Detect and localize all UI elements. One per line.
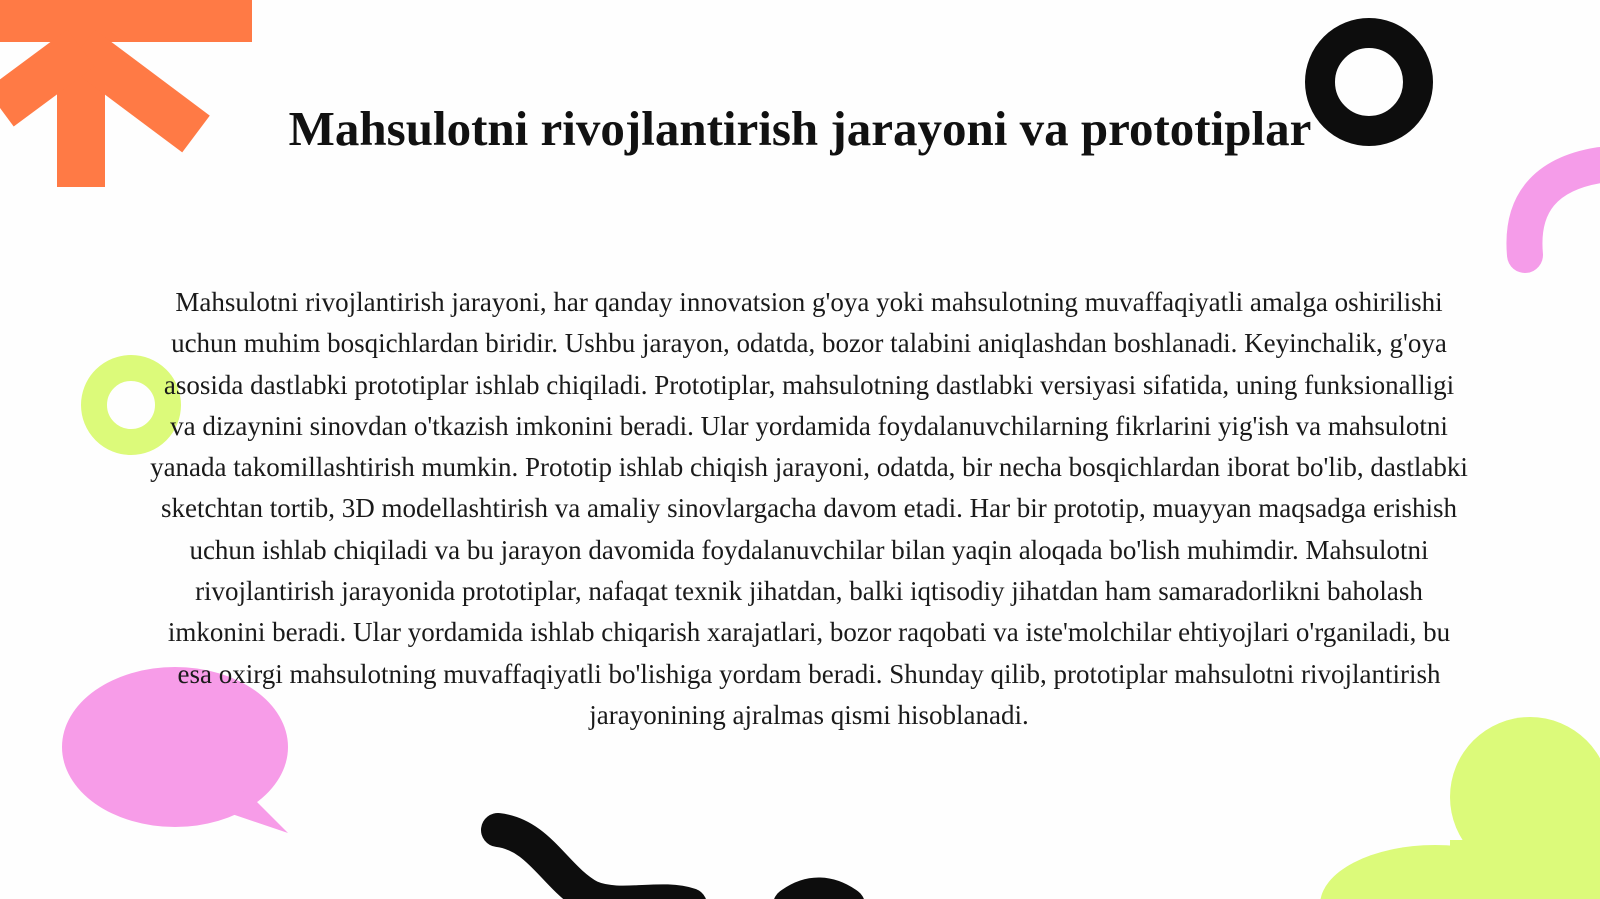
- slide-title: Mahsulotni rivojlantirish jarayoni va prototiplar: [288, 101, 1312, 156]
- pink-arc-shape: [1524, 165, 1600, 255]
- orange-starburst-shape: [0, 0, 252, 187]
- slide-body-paragraph: Mahsulotni rivojlantirish jarayoni, har qanday innovatsion g'oya yoki mahsulotning muvaffaqiyatli amalga oshirilishi uchun muhim bosqichlardan biridir. Ushbu jarayon, odatda, bozor talabini aniqlashdan boshlanadi. Keyinchalik, g'oya asosida dastlabki prototiplar ishlab chiqiladi. Prototiplar, mahsulotning dastlabki versiyasi sifatida, uning funksionalligi va dizaynini sinovdan o'tkazish imkonini beradi. Ular yordamida foydalanuvchilarning fikrlarini yig'ish va mahsulotni yanada takomillashtirish mumkin. Prototip ishlab chiqish jarayoni, odatda, bir necha bosqichlardan iborat bo'lib, dastlabki sketchtan tortib, 3D modellashtirish va amaliy sinovlargacha davom etadi. Har bir prototip, muayyan maqsadga erishish uchun ishlab chiqiladi va bu jarayon davomida foydalanuvchilar bilan yaqin aloqada bo'lish muhimdir. Mahsulotni rivojlantirish jarayonida prototiplar, nafaqat texnik jihatdan, balki iqtisodiy jihatdan ham samaradorlikni baholash imkonini beradi. Ular yordamida ishlab chiqarish xarajatlari, bozor raqobati va iste'molchilar ehtiyojlari o'rganiladi, bu esa oxirgi mahsulotning muvaffaqiyatli bo'lishiga yordam beradi. Shunday qilib, prototiplar mahsulotni rivojlantirish jarayonining ajralmas qismi hisoblanadi.: [150, 287, 1468, 730]
- lime-flower-shape: [1320, 717, 1600, 899]
